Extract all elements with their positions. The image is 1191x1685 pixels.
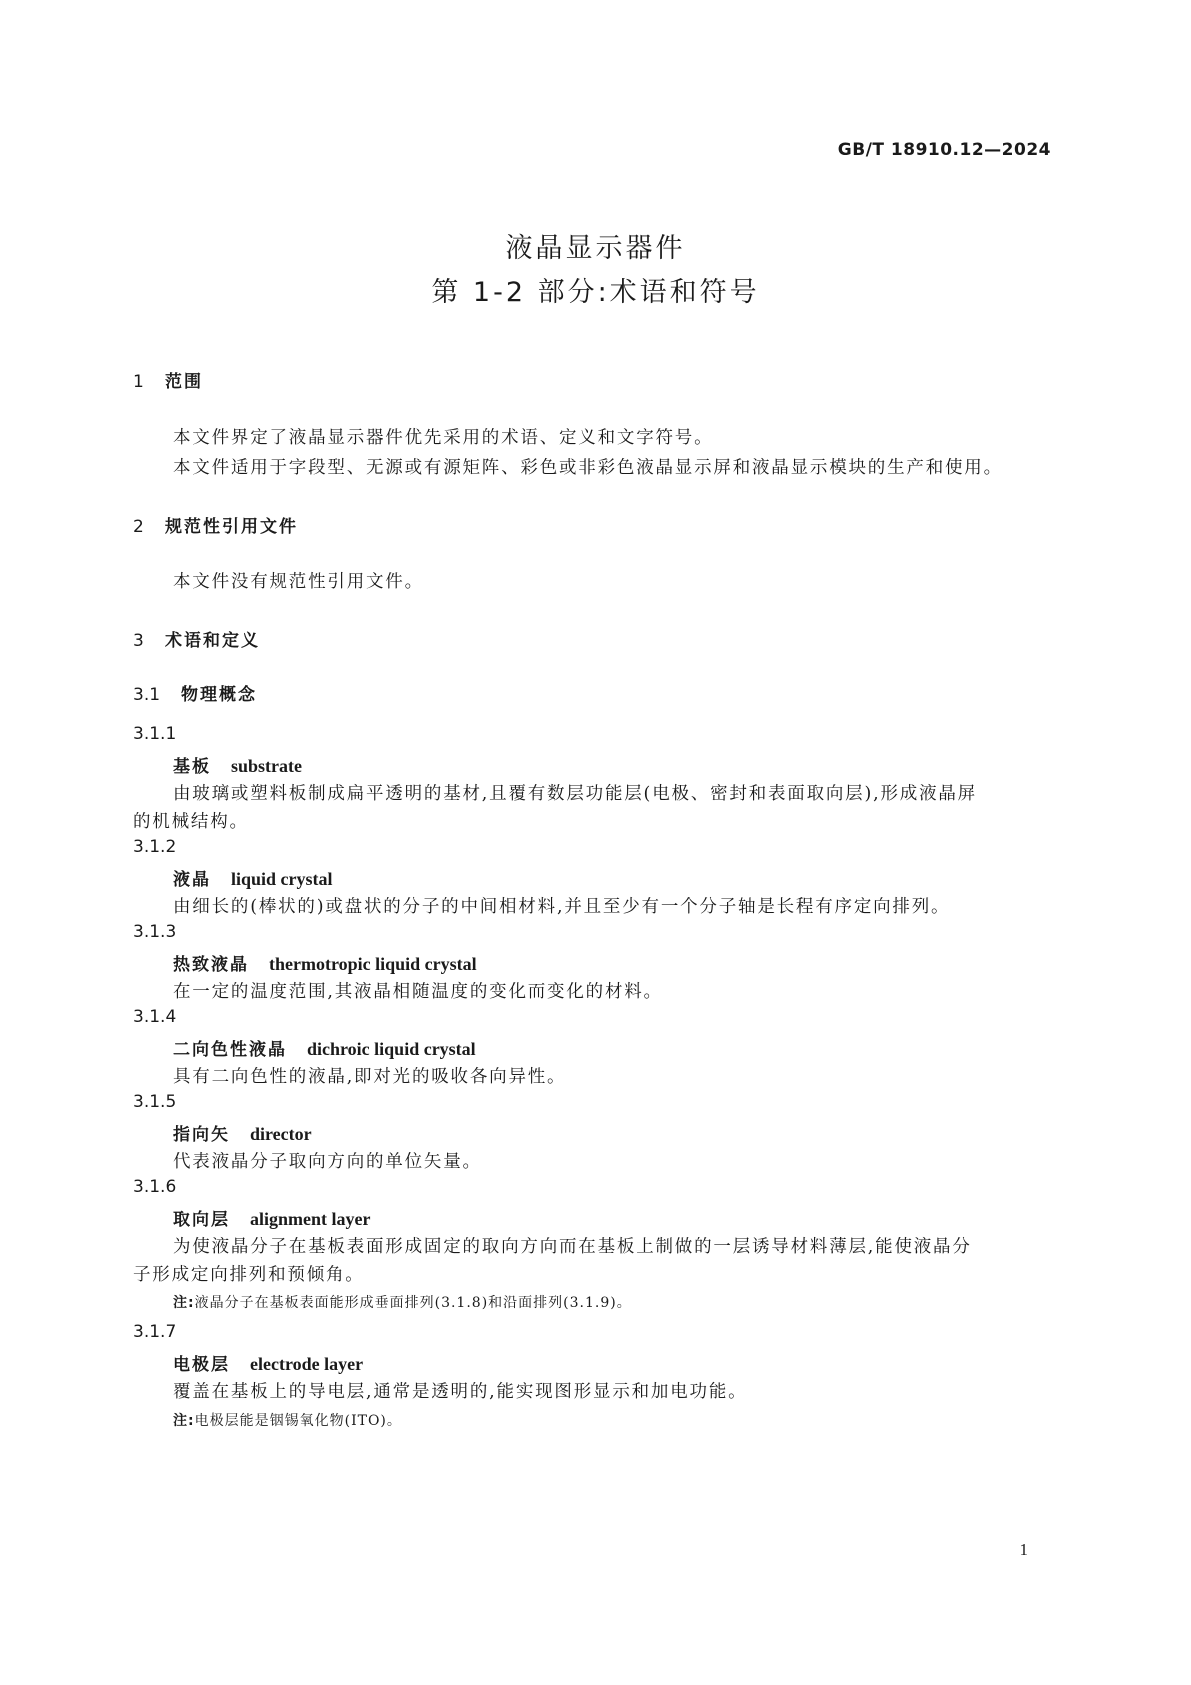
term-zh: 热致液晶 <box>173 955 249 975</box>
note-label: 注: <box>173 1413 195 1429</box>
note-text: 液晶分子在基板表面能形成垂面排列(3.1.8)和沿面排列(3.1.9)。 <box>194 1295 632 1311</box>
term-zh: 电极层 <box>173 1355 230 1375</box>
section-title: 术语和定义 <box>165 631 260 651</box>
term-definition-cont: 的机械结构。 <box>133 812 249 832</box>
term-number: 3.1.6 <box>133 1177 177 1197</box>
term-entry <box>173 1120 312 1145</box>
doc-title-line1: 液晶显示器件 <box>505 233 686 264</box>
term-en: substrate <box>231 756 302 776</box>
note-label: 注: <box>173 1295 195 1311</box>
term-number: 3.1.3 <box>133 922 177 942</box>
term-zh: 二向色性液晶 <box>173 1040 287 1060</box>
section-number: 3.1 <box>133 685 161 705</box>
term-number: 3.1.2 <box>133 837 177 857</box>
term-entry <box>173 1035 476 1060</box>
doc-title-line2: 第 1-2 部分:术语和符号 <box>431 277 760 308</box>
term-en: liquid crystal <box>231 869 333 889</box>
term-definition: 由细长的(棒状的)或盘状的分子的中间相材料,并且至少有一个分子轴是长程有序定向排列。 <box>173 897 951 917</box>
term-zh: 基板 <box>173 757 211 777</box>
section-number: 1 <box>133 372 144 392</box>
term-definition-cont: 子形成定向排列和预倾角。 <box>133 1265 365 1285</box>
term-definition: 由玻璃或塑料板制成扁平透明的基材,且覆有数层功能层(电极、密封和表面取向层),形成液晶屏 <box>173 784 977 804</box>
note-text: 电极层能是铟锡氧化物(ITO)。 <box>194 1413 402 1429</box>
term-en: director <box>250 1124 312 1144</box>
section-2-paragraph-1: 本文件没有规范性引用文件。 <box>173 572 424 592</box>
standard-code: GB/T 18910.12—2024 <box>837 140 1051 160</box>
term-note <box>173 1292 632 1312</box>
section-1-paragraph-2: 本文件适用于字段型、无源或有源矩阵、彩色或非彩色液晶显示屏和液晶显示模块的生产和使用。 <box>173 458 1003 478</box>
section-3-1-heading <box>133 680 257 705</box>
term-number: 3.1.1 <box>133 724 177 744</box>
term-en: thermotropic liquid crystal <box>269 954 477 974</box>
term-number: 3.1.5 <box>133 1092 177 1112</box>
term-definition: 在一定的温度范围,其液晶相随温度的变化而变化的材料。 <box>173 982 663 1002</box>
section-number: 2 <box>133 517 144 537</box>
term-definition: 为使液晶分子在基板表面形成固定的取向方向而在基板上制做的一层诱导材料薄层,能使液晶分 <box>173 1237 972 1257</box>
term-en: electrode layer <box>250 1354 364 1374</box>
term-zh: 取向层 <box>173 1210 230 1230</box>
section-title: 物理概念 <box>181 685 257 705</box>
term-zh: 指向矢 <box>173 1125 230 1145</box>
term-definition: 具有二向色性的液晶,即对光的吸收各向异性。 <box>173 1067 567 1087</box>
term-entry <box>173 865 333 890</box>
term-zh: 液晶 <box>173 870 211 890</box>
term-note <box>173 1410 402 1430</box>
term-en: dichroic liquid crystal <box>307 1039 476 1059</box>
section-title: 规范性引用文件 <box>165 517 298 537</box>
section-title: 范围 <box>165 372 203 392</box>
section-number: 3 <box>133 631 144 651</box>
section-1-heading <box>133 367 203 392</box>
section-1-paragraph-1: 本文件界定了液晶显示器件优先采用的术语、定义和文字符号。 <box>173 428 714 448</box>
term-definition: 覆盖在基板上的导电层,通常是透明的,能实现图形显示和加电功能。 <box>173 1382 748 1402</box>
term-entry <box>173 1205 370 1230</box>
section-3-heading <box>133 626 260 651</box>
page-number: 1 <box>1019 1540 1028 1559</box>
term-definition: 代表液晶分子取向方向的单位矢量。 <box>173 1152 482 1172</box>
section-2-heading <box>133 512 298 537</box>
term-number: 3.1.4 <box>133 1007 177 1027</box>
term-entry <box>173 950 477 975</box>
term-entry <box>173 752 302 777</box>
term-en: alignment layer <box>250 1209 371 1229</box>
term-number: 3.1.7 <box>133 1322 177 1342</box>
term-entry <box>173 1350 363 1375</box>
